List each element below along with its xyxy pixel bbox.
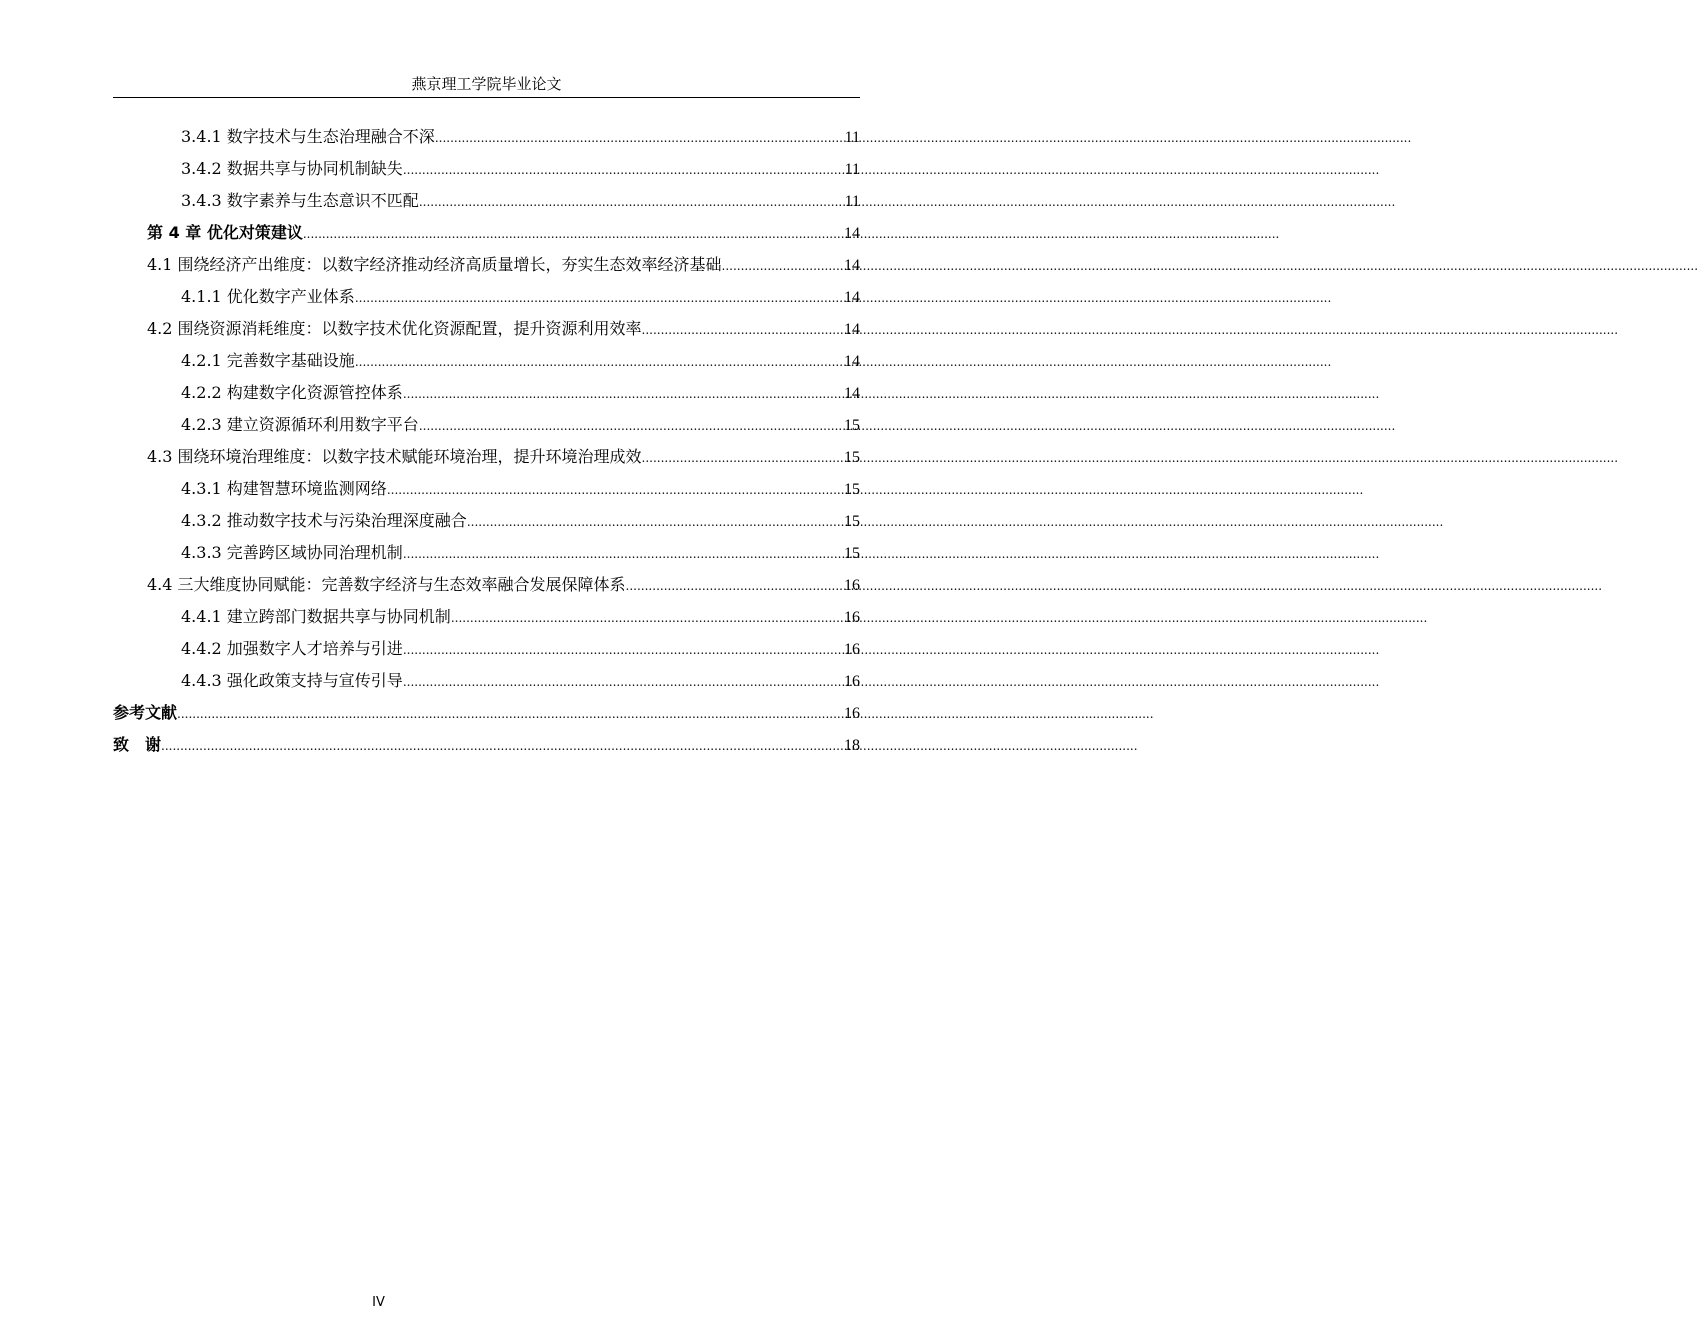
toc-entry[interactable] [113,153,860,185]
toc-entry-label: 3.4.1 数字技术与生态治理融合不深 [181,127,435,146]
toc-entry-page: 18 [844,737,860,754]
toc-entry-label: 第 4 章 优化对策建议 [147,223,303,242]
toc-dot-leader [403,154,845,186]
toc-entry-label: 4.1 围绕经济产出维度：以数字经济推动经济高质量增长，夯实生态效率经济基础 [147,255,722,274]
toc-entry-label: 4.3.3 完善跨区域协同治理机制 [181,543,403,562]
toc-dot-leader [403,538,844,570]
toc-entry-page: 14 [844,353,860,370]
toc-entry[interactable] [113,217,860,249]
toc-entry-label: 4.2 围绕资源消耗维度：以数字技术优化资源配置，提升资源利用效率 [147,319,642,338]
toc-entry[interactable] [113,249,860,281]
toc-entry-page: 16 [844,673,860,690]
toc-entry-page: 14 [844,225,860,242]
toc-dot-leader [419,410,844,442]
table-of-contents [113,121,860,761]
toc-entry-label: 4.2.1 完善数字基础设施 [181,351,355,370]
toc-entry-label: 3.4.3 数字素养与生态意识不匹配 [181,191,419,210]
toc-entry-page: 15 [844,513,860,530]
toc-dot-leader [303,218,844,250]
toc-entry-page: 15 [844,481,860,498]
toc-dot-leader [403,634,844,666]
toc-entry-page: 15 [844,545,860,562]
toc-entry[interactable] [113,697,860,729]
toc-entry[interactable] [113,313,860,345]
toc-entry-label: 4.3 围绕环境治理维度：以数字技术赋能环境治理，提升环境治理成效 [147,447,642,466]
toc-entry-label: 4.3.2 推动数字技术与污染治理深度融合 [181,511,467,530]
toc-dot-leader [435,122,845,154]
toc-entry-label: 4.4.3 强化政策支持与宣传引导 [181,671,403,690]
toc-entry[interactable] [113,537,860,569]
toc-dot-leader [722,250,844,282]
toc-dot-leader [403,378,844,410]
toc-entry-page: 14 [844,385,860,402]
toc-entry[interactable] [113,281,860,313]
toc-entry[interactable] [113,345,860,377]
toc-entry-page: 11 [844,161,860,178]
toc-entry-label: 参考文献 [113,703,178,722]
toc-dot-leader [403,666,844,698]
toc-entry[interactable] [113,569,860,601]
toc-dot-leader [626,570,844,602]
toc-entry[interactable] [113,729,860,761]
toc-entry-page: 16 [844,641,860,658]
toc-entry-label: 4.4.2 加强数字人才培养与引进 [181,639,403,658]
toc-entry[interactable] [113,601,860,633]
toc-dot-leader [355,282,844,314]
toc-entry-label: 4.1.1 优化数字产业体系 [181,287,355,306]
toc-entry[interactable] [113,473,860,505]
toc-entry[interactable] [113,505,860,537]
toc-entry-label: 4.2.2 构建数字化资源管控体系 [181,383,403,402]
toc-entry-page: 14 [844,321,860,338]
toc-entry[interactable] [113,121,860,153]
toc-dot-leader [161,730,844,762]
toc-entry[interactable] [113,377,860,409]
page-header [113,72,860,98]
toc-entry-label: 4.3.1 构建智慧环境监测网络 [181,479,387,498]
page-number: IV [372,1295,385,1310]
toc-dot-leader [642,442,844,474]
toc-entry[interactable] [113,665,860,697]
toc-entry-page: 11 [844,129,860,146]
toc-entry[interactable] [113,409,860,441]
toc-dot-leader [355,346,844,378]
toc-entry-page: 14 [844,257,860,274]
toc-entry-label: 致 谢 [113,735,162,754]
toc-entry-label: 4.4 三大维度协同赋能：完善数字经济与生态效率融合发展保障体系 [147,575,626,594]
toc-dot-leader [642,314,844,346]
toc-entry-label: 3.4.2 数据共享与协同机制缺失 [181,159,403,178]
toc-entry-page: 16 [844,577,860,594]
toc-entry-page: 14 [844,289,860,306]
toc-dot-leader [419,186,845,218]
toc-dot-leader [387,474,844,506]
toc-dot-leader [451,602,844,634]
toc-entry-page: 15 [844,449,860,466]
toc-dot-leader [177,698,844,730]
page-footer [0,1294,757,1312]
toc-entry-page: 16 [844,705,860,722]
toc-entry[interactable] [113,633,860,665]
toc-entry[interactable] [113,441,860,473]
toc-dot-leader [467,506,844,538]
toc-entry-label: 4.2.3 建立资源循环利用数字平台 [181,415,419,434]
toc-entry[interactable] [113,185,860,217]
toc-entry-page: 15 [844,417,860,434]
header-title: 燕京理工学院毕业论文 [411,75,562,93]
toc-entry-page: 11 [844,193,860,210]
toc-entry-label: 4.4.1 建立跨部门数据共享与协同机制 [181,607,451,626]
toc-entry-page: 16 [844,609,860,626]
